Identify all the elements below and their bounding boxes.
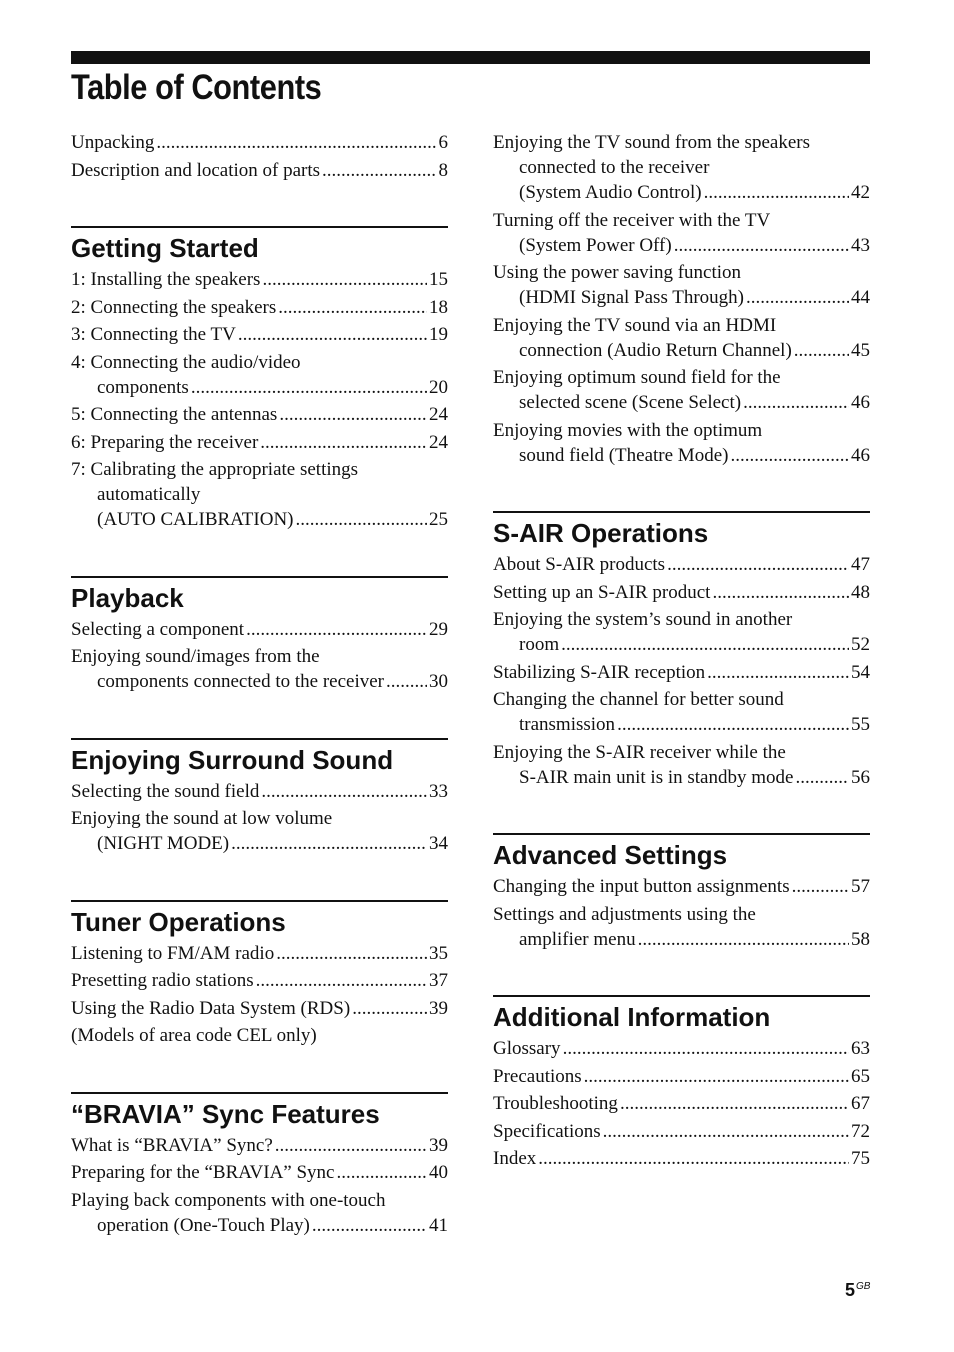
toc-entry-text: Preparing for the “BRAVIA” Sync	[71, 1162, 335, 1183]
toc-entry-text: components connected to the receiver	[97, 671, 384, 692]
toc-entry	[71, 322, 448, 347]
section-heading: Getting Started	[71, 233, 259, 263]
toc-page-number: 63	[851, 1038, 870, 1059]
toc-entry-text: Glossary	[493, 1038, 561, 1059]
toc-entry	[71, 158, 448, 183]
dot-leader	[275, 1133, 427, 1158]
dot-leader	[322, 158, 436, 183]
toc-entry-line	[493, 418, 870, 443]
toc-page-number: 37	[429, 970, 448, 991]
toc-entry-line	[493, 607, 870, 632]
dot-leader	[278, 295, 427, 320]
section-heading: Additional Information	[493, 1002, 771, 1032]
section-rule	[71, 576, 448, 578]
title-rule	[71, 51, 870, 64]
toc-entry	[71, 996, 448, 1021]
toc-entry	[71, 1188, 448, 1238]
toc-page-number: 46	[851, 392, 870, 413]
toc-entry-line	[71, 457, 448, 482]
dot-leader	[256, 968, 427, 993]
dot-leader	[704, 180, 849, 205]
toc-entry-line	[71, 1023, 448, 1048]
dot-leader	[795, 765, 849, 790]
toc-entry-text: Enjoying the S-AIR receiver while the	[493, 741, 786, 763]
toc-entry-text: Unpacking	[71, 132, 155, 153]
toc-page-number: 57	[851, 876, 870, 897]
page-footer	[845, 1280, 870, 1301]
dot-leader	[667, 552, 849, 577]
toc-page-number: 55	[851, 714, 870, 735]
toc-entry-text: Index	[493, 1148, 537, 1169]
dot-leader	[312, 1213, 427, 1238]
toc-page-number: 58	[851, 928, 870, 950]
toc-entry	[493, 260, 870, 310]
dot-leader	[794, 338, 849, 363]
dot-leader	[561, 632, 849, 657]
toc-page-number: 47	[851, 554, 870, 575]
toc-page-number: 46	[851, 444, 870, 466]
toc-page-number: 41	[429, 1214, 448, 1236]
toc-entry	[493, 902, 870, 952]
toc-entry-line	[71, 375, 448, 400]
toc-page-number: 65	[851, 1065, 870, 1087]
dot-leader	[279, 402, 427, 427]
toc-entry	[493, 208, 870, 258]
section-rule	[493, 833, 870, 835]
toc-entry-line	[71, 1213, 448, 1238]
toc-entry	[71, 267, 448, 292]
toc-entry-text: Turning off the receiver with the TV	[493, 209, 771, 231]
toc-page-number: 67	[851, 1093, 870, 1114]
dot-leader	[386, 669, 427, 694]
toc-entry	[71, 295, 448, 320]
page-title: Table of Contents	[71, 68, 322, 107]
toc-page-number: 75	[851, 1148, 870, 1169]
toc-entry-line	[71, 482, 448, 507]
toc-entry-line	[493, 660, 870, 685]
toc-page-number: 35	[429, 942, 448, 964]
dot-leader	[746, 285, 849, 310]
toc-entry-text: Enjoying the TV sound via an HDMI	[493, 314, 777, 336]
toc-page-number: 52	[851, 634, 870, 655]
toc-entry-text: Stabilizing S-AIR reception	[493, 661, 706, 683]
toc-page-number: 24	[429, 404, 448, 425]
toc-entry	[493, 1064, 870, 1089]
toc-entry-text: connection (Audio Return Channel)	[519, 339, 792, 361]
toc-entry-line	[493, 130, 870, 155]
toc-page-number: 24	[429, 431, 448, 453]
dot-leader	[617, 712, 849, 737]
toc-page-number: 19	[429, 324, 448, 345]
section-heading: Tuner Operations	[71, 906, 286, 937]
toc-entry-text: (NIGHT MODE)	[97, 833, 230, 854]
toc-entry-line	[71, 402, 448, 427]
toc-entry	[493, 130, 870, 205]
toc-entry	[493, 660, 870, 685]
toc-entry-line	[71, 831, 448, 856]
toc-entry-text: (HDMI Signal Pass Through)	[519, 287, 745, 308]
toc-entry-text: Presetting radio stations	[71, 970, 254, 991]
toc-page-number: 29	[429, 618, 448, 640]
dot-leader	[276, 941, 427, 966]
toc-entry-text: (System Power Off)	[519, 234, 672, 256]
toc-entry	[493, 552, 870, 577]
toc-entry-line	[71, 996, 448, 1021]
toc-entry-text: About S-AIR products	[493, 554, 666, 575]
toc-entry	[71, 779, 448, 804]
toc-entry-text: Listening to FM/AM radio	[71, 942, 275, 964]
toc-entry	[493, 874, 870, 899]
toc-page-number: 42	[851, 182, 870, 203]
dot-leader	[620, 1091, 849, 1116]
dot-leader	[603, 1119, 849, 1144]
toc-entry	[71, 350, 448, 400]
toc-entry-text: 4: Connecting the audio/video	[71, 351, 301, 373]
toc-page-number: 40	[429, 1162, 448, 1183]
toc-entry-line	[493, 155, 870, 180]
toc-entry-text: Using the power saving function	[493, 262, 742, 283]
toc-entry	[71, 806, 448, 856]
toc-entry	[71, 644, 448, 694]
toc-entry	[493, 607, 870, 657]
toc-entry-line	[71, 941, 448, 966]
toc-entry-line	[71, 507, 448, 532]
toc-entry-text: What is “BRAVIA” Sync?	[71, 1134, 273, 1156]
toc-entry-line	[71, 806, 448, 831]
toc-entry-line	[493, 1064, 870, 1089]
toc-entry-line	[493, 443, 870, 468]
toc-entry-text: selected scene (Scene Select)	[519, 392, 742, 413]
toc-page-number: 44	[851, 287, 870, 308]
toc-entry-text: Playing back components with one-touch	[71, 1189, 386, 1211]
toc-entry-text: Selecting a component	[71, 618, 245, 640]
toc-page-number: 33	[429, 780, 448, 802]
toc-entry	[493, 418, 870, 468]
section-rule	[71, 738, 448, 740]
toc-entry-text: S-AIR main unit is in standby mode	[519, 766, 794, 788]
toc-entry	[493, 1119, 870, 1144]
toc-entry-text: Enjoying sound/images from the	[71, 646, 320, 667]
toc-entry-line	[493, 1119, 870, 1144]
toc-page-number: 20	[429, 376, 448, 398]
toc-page-number: 56	[851, 766, 870, 788]
toc-entry	[71, 457, 448, 532]
toc-entry	[71, 402, 448, 427]
toc-entry-text: Setting up an S-AIR product	[493, 581, 711, 603]
toc-entry-text: 6: Preparing the receiver	[71, 431, 259, 453]
dot-leader	[584, 1064, 849, 1089]
toc-page-number: 45	[851, 339, 870, 361]
toc-entry-text: Enjoying optimum sound field for the	[493, 367, 781, 388]
toc-entry-line	[493, 1036, 870, 1061]
dot-leader	[563, 1036, 849, 1061]
toc-entry-text: operation (One-Touch Play)	[97, 1214, 310, 1236]
toc-entry	[71, 941, 448, 966]
toc-entry-line	[493, 285, 870, 310]
toc-entry	[71, 1023, 448, 1048]
toc-page-number: 43	[851, 234, 870, 256]
dot-leader	[191, 375, 427, 400]
toc-entry-line	[71, 295, 448, 320]
toc-entry-line	[71, 1160, 448, 1185]
toc-entry-line	[71, 669, 448, 694]
toc-entry-text: (Models of area code CEL only)	[71, 1025, 317, 1046]
toc-entry	[71, 430, 448, 455]
toc-entry-text: transmission	[519, 714, 616, 735]
toc-entry-text: Enjoying the sound at low volume	[71, 808, 333, 829]
toc-entry-line	[493, 687, 870, 712]
dot-leader	[337, 1160, 428, 1185]
toc-entry-line	[71, 430, 448, 455]
toc-entry-line	[493, 365, 870, 390]
page-number-suffix: GB	[856, 1281, 871, 1292]
toc-entry-line	[493, 712, 870, 737]
toc-page-number: 48	[851, 581, 870, 603]
toc-entry-text: Changing the channel for better sound	[493, 689, 784, 710]
toc-entry-line	[71, 968, 448, 993]
toc-entry-text: amplifier menu	[519, 928, 636, 950]
toc-entry-line	[71, 1188, 448, 1213]
toc-entry	[71, 130, 448, 155]
toc-entry-text: connected to the receiver	[519, 157, 710, 178]
section-heading: Advanced Settings	[493, 840, 728, 870]
toc-entry-line	[493, 580, 870, 605]
toc-page-number: 34	[429, 833, 448, 854]
toc-entry	[71, 1133, 448, 1158]
dot-leader	[296, 507, 428, 532]
toc-entry-line	[71, 158, 448, 183]
section-rule	[493, 995, 870, 997]
dot-leader	[262, 267, 427, 292]
toc-entry-line	[493, 740, 870, 765]
section-rule	[71, 1092, 448, 1094]
toc-entry-line	[493, 180, 870, 205]
toc-entry-line	[493, 902, 870, 927]
toc-entry-text: Selecting the sound field	[71, 780, 260, 802]
toc-entry-text: sound field (Theatre Mode)	[519, 444, 729, 466]
dot-leader	[538, 1146, 849, 1171]
section-heading: “BRAVIA” Sync Features	[71, 1098, 380, 1129]
toc-entry-line	[71, 779, 448, 804]
toc-entry	[71, 1160, 448, 1185]
dot-leader	[707, 660, 849, 685]
section-heading: Playback	[71, 582, 184, 613]
toc-entry-text: Changing the input button assignments	[493, 876, 790, 897]
dot-leader	[352, 996, 427, 1021]
toc-entry-line	[493, 208, 870, 233]
dot-leader	[730, 443, 849, 468]
section-heading: Enjoying Surround Sound	[71, 744, 394, 775]
toc-entry-text: 7: Calibrating the appropriate settings	[71, 459, 359, 480]
toc-page-number: 6	[438, 132, 448, 153]
toc-entry-text: (AUTO CALIBRATION)	[97, 509, 294, 530]
toc-entry-text: 5: Connecting the antennas	[71, 404, 278, 425]
dot-leader	[674, 233, 849, 258]
toc-entry-line	[71, 617, 448, 642]
toc-page-number: 18	[429, 296, 448, 318]
toc-entry-text: 1: Installing the speakers	[71, 269, 261, 290]
toc-entry-line	[493, 233, 870, 258]
dot-leader	[792, 874, 849, 899]
toc-entry-line	[71, 350, 448, 375]
toc-page-number: 39	[429, 1134, 448, 1156]
toc-entry	[493, 687, 870, 737]
toc-entry-line	[493, 927, 870, 952]
toc-entry-text: Enjoying the TV sound from the speakers	[493, 132, 810, 153]
toc-entry-line	[493, 552, 870, 577]
toc-entry-text: 2: Connecting the speakers	[71, 296, 277, 318]
toc-entry-line	[493, 313, 870, 338]
toc-entry-line	[493, 260, 870, 285]
dot-leader	[261, 779, 427, 804]
toc-page-number: 15	[429, 269, 448, 290]
toc-entry-text: Enjoying the system’s sound in another	[493, 609, 793, 630]
toc-entry-text: room	[519, 634, 560, 655]
toc-entry-line	[493, 338, 870, 363]
toc-page-number: 72	[851, 1120, 870, 1142]
toc-page-number: 39	[429, 997, 448, 1019]
toc-entry-text: Settings and adjustments using the	[493, 903, 756, 925]
toc-entry-text: Specifications	[493, 1120, 601, 1142]
dot-leader	[260, 430, 427, 455]
toc-entry-line	[71, 130, 448, 155]
dot-leader	[156, 130, 436, 155]
toc-page-number: 54	[851, 661, 870, 683]
toc-entry-line	[493, 390, 870, 415]
toc-entry-line	[71, 1133, 448, 1158]
toc-entry	[71, 617, 448, 642]
section-heading: S-AIR Operations	[493, 518, 709, 548]
toc-page-number: 30	[429, 671, 448, 692]
section-rule	[493, 511, 870, 513]
toc-entry	[71, 968, 448, 993]
toc-entry-line	[71, 267, 448, 292]
toc-page-number: 8	[438, 159, 448, 181]
toc-entry-text: Using the Radio Data System (RDS)	[71, 997, 351, 1019]
toc-entry-line	[71, 322, 448, 347]
toc-entry-text: Enjoying movies with the optimum	[493, 419, 763, 441]
toc-entry-text: automatically	[97, 484, 201, 505]
toc-entry	[493, 313, 870, 363]
toc-entry	[493, 580, 870, 605]
toc-entry-line	[493, 765, 870, 790]
toc-entry-text: Troubleshooting	[493, 1093, 618, 1114]
toc-entry	[493, 1091, 870, 1116]
toc-entry-text: Description and location of parts	[71, 159, 321, 181]
page-number: 5	[845, 1280, 856, 1300]
dot-leader	[231, 831, 427, 856]
toc-entry	[493, 1036, 870, 1061]
dot-leader	[246, 617, 427, 642]
toc-entry-text: 3: Connecting the TV	[71, 324, 236, 345]
toc-entry	[493, 740, 870, 790]
dot-leader	[743, 390, 849, 415]
toc-entry-line	[493, 1146, 870, 1171]
toc-entry-text: (System Audio Control)	[519, 182, 702, 203]
toc-entry	[493, 1146, 870, 1171]
dot-leader	[712, 580, 849, 605]
section-rule	[71, 226, 448, 228]
toc-entry	[493, 365, 870, 415]
toc-entry-line	[71, 644, 448, 669]
section-rule	[71, 900, 448, 902]
dot-leader	[638, 927, 849, 952]
toc-entry-text: Precautions	[493, 1065, 582, 1087]
toc-entry-line	[493, 874, 870, 899]
toc-entry-line	[493, 632, 870, 657]
toc-entry-text: components	[97, 376, 189, 398]
toc-page-number: 25	[429, 509, 448, 530]
dot-leader	[238, 322, 427, 347]
toc-entry-line	[493, 1091, 870, 1116]
